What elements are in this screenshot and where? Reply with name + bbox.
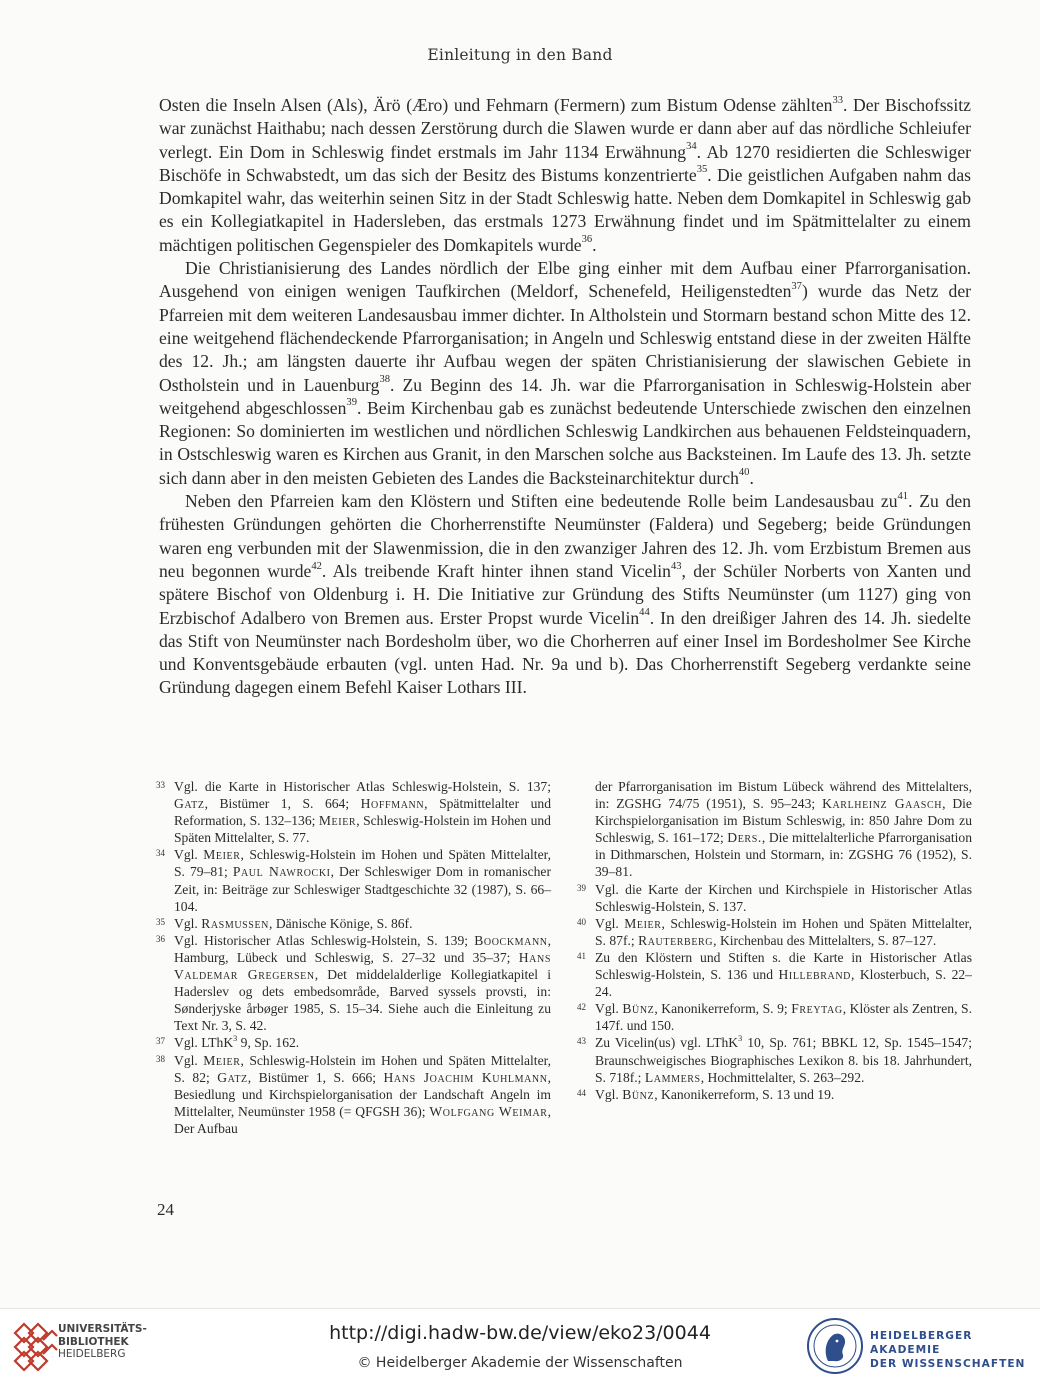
footnote-ref[interactable]: 33 — [832, 94, 843, 106]
footnote-34: 34 Vgl. Meier, Schleswig-Holstein im Hohen und Späten Mittelalter, S. 79–81; Paul Nawrocki, Der Schleswiger Dom in romanischer Zeit, in: Beiträge zur Schleswiger Stadtgeschichte 32 (1987), S. 66–104. — [156, 847, 552, 914]
footnote-ref[interactable]: 38 — [379, 374, 391, 386]
footnote-ref[interactable]: 44 — [639, 607, 650, 619]
footnote-42: 42 Vgl. Bünz, Kanonikerreform, S. 9; Freytag, Klöster als Zentren, S. 147f. und 150. — [577, 1001, 972, 1034]
footnote-ref[interactable]: 35 — [696, 164, 708, 176]
footnote-38-continued: der Pfarrorganisation im Bistum Lübeck während des Mittelalters, in: ZGSHG 74/75 (1951), S. 95–243; Karlheinz Gaasch, Die Kirchspielorganisation im Bistum Schleswig, in: 850 Jahre Dom zu Schleswig, S. 161–172; Ders., Die mittelalterliche Pfarrorganisation in Dithmarschen, Holstein und Stormarn, in: ZGSHG 76 (1952), S. 39–81. — [595, 779, 972, 880]
footnote-ref[interactable]: 39 — [346, 397, 357, 409]
footnote-ref[interactable]: 36 — [581, 234, 593, 246]
document-url-link[interactable]: http://digi.hadw-bw.de/view/eko23/0044 — [329, 1322, 711, 1344]
paragraph-2: Die Christianisierung des Landes nördlich der Elbe ging einher mit dem Aufbau einer Pfarrorganisation. Ausgehend von einigen wenigen Taufkirchen (Meldorf, Schenefeld, Heiligenstedten$^{37}$) wurde das Netz der Pfarreien mit dem weiteren Landesausbau immer dichter. In Altholstein und Stormarn bestand schon Mitte des 12. eine weitgehend flächendeckende Pfarrorganisation; in Angeln und Schleswig entstand diese in der zweiten Hälfte des 12. Jh.; am längsten dauerte ihr Aufbau wegen der späten Christianisierung der slawischen Gebiete in Ostholstein und in Lauenburg$^{38}$. Zu Beginn des 14. Jh. war die Pfarrorganisation in Schleswig-Holstein aber weitgehend abgeschlossen$^{39}$. Beim Kirchenbau gab es zunächst bedeutende Unterschiede zwischen den einzelnen Regionen: So dominierten im westlichen und nördlichen Schleswig Landkirchen aus behauenen Feldsteinquadern, in Ostschleswig waren es Kirchen aus Granit, in den Marschen solche aus Backsteinen. Im Laufe des 13. Jh. setzte sich dann aber in den meisten Gebieten des Landes die Backsteinarchitektur durch$^{40}$. — [159, 258, 971, 488]
footnotes-left-column — [156, 778, 551, 1137]
paragraph-3: Neben den Pfarreien kam den Klöstern und Stiften eine bedeutende Rolle beim Landesausbau $zu^{41}$. Zu den frühesten Gründungen gehörten die Chorherrenstifte Neumünster (Faldera) und Segeberg; beide Gründungen waren eng verbunden mit der Slawenmission, die in den zwanziger Jahren des 12. Jh. vom Erzbistum Bremen aus neu begonnen wurde$^{42}$. Als treibende Kraft hinter ihnen stand Vicelin$^{43}$, der Schüler Norberts von Xanten und spätere Bischof von Oldenburg i. H. Die Initiative zur Gründung des Stifts Neumünster (um 1127) ging von Erzbischof Adalbero von Bremen aus. Erster Propst wurde Vicelin$^{44}$. In den dreißiger Jahren des 14. Jh. siedelte das Stift von Neumünster nach Bordesholm über, wo die Chorherren auf einer Insel im Bordesholmer See Kirche und Konventsgebäude erbauten (vgl. unten Had. Nr. 9a und b). Das Chorherrenstift Segeberg verdankte seine Gründung dagegen einem Befehl Kaiser Lothars III. — [159, 490, 971, 698]
footnote-ref[interactable]: 41 — [897, 490, 909, 502]
footnote-ref[interactable]: 37 — [791, 280, 802, 292]
footnote-39: 39 Vgl. die Karte der Kirchen und Kirchspiele in Historischer Atlas Schleswig-Holstein, S. 137. — [577, 881, 972, 914]
footnotes-right-column — [577, 778, 972, 1137]
footnote-40: 40 Vgl. Meier, Schleswig-Holstein im Hohen und Späten Mittelalter, S. 87f.; Rauterberg, Kirchenbau des Mittelalters, S. 87–127. — [577, 915, 973, 948]
body-text — [159, 94, 971, 700]
footnote-44: 44 Vgl. Bünz, Kanonikerreform, S. 13 und 19. — [577, 1086, 835, 1102]
footnote-38: 38 Vgl. Meier, Schleswig-Holstein im Hohen und Späten Mittelalter, S. 82; Gatz, Bistümer 1, S. 666; Hans Joachim Kuhlmann, Besiedlung und Kirchspielorganisation der Landschaft Angeln im Mittelalter, Neumünster 1958 (= QFGSH 36); Wolfgang Weimar, Der Aufbau — [156, 1052, 552, 1136]
footnote-43: 43 Zu Vicelin(us) vgl. LThK$^3$ 10, Sp. 761; BBKL 12, Sp. 1545–1547; Braunschweigisches Biographisches Lexikon 8. bis 18. Jahrhundert, S. 718f.; Lammers, Hochmittelalter, S. 263–292. — [577, 1033, 972, 1085]
footnote-ref[interactable]: 34 — [686, 141, 697, 153]
footnote-ref[interactable]: 40 — [738, 467, 750, 479]
footnote-35: 35 Vgl. Rasmussen, Dänische Könige, S. 86f. — [156, 915, 413, 931]
academy-name: HEIDELBERGER AKADEMIE DER WISSENSCHAFTEN — [870, 1330, 1026, 1370]
running-head: Einleitung in den Band — [427, 46, 613, 64]
footnote-36: 36 Vgl. Historischer Atlas Schleswig-Holstein, S. 139; Boockmann, Hamburg, Lübeck und Schleswig, S. 27–32 und 35–37; Hans Valdemar Gregersen, Det middelalderlige Kollegiatkapitel i Haderslev og dets embedsområde, Barved syssels provsti, in: Sønderjyske årbøger 1985, S. 15–34. Siehe auch die Einleitung zu Text Nr. 3, S. 42. — [156, 932, 551, 1034]
footnote-ref[interactable]: 43 — [670, 560, 682, 572]
viewer-footer — [0, 1308, 1040, 1385]
academy-seal-icon[interactable] — [806, 1317, 864, 1375]
footnote-ref[interactable]: 42 — [311, 560, 322, 572]
footnotes — [156, 778, 972, 1137]
university-library-name: UNIVERSITÄTS- BIBLIOTHEK HEIDELBERG — [58, 1323, 147, 1360]
footnote-33: 33 Vgl. die Karte in Historischer Atlas Schleswig-Holstein, S. 137; Gatz, Bistümer 1, S. 664; Hoffmann, Spätmittelalter und Reformation, S. 132–136; Meier, Schleswig-Holstein im Hohen und Späten Mittelalter, S. 77. — [156, 779, 551, 846]
footnote-37: 37 Vgl. LThK$^3$ 9, Sp. 162. — [156, 1033, 300, 1051]
paragraph-1: Osten die Inseln Alsen (Als), Ärö (Æro) und Fehmarn (Fermern) zum Bistum Odense zählten$^{33}$. Der Bischofssitz war zunächst Haithabu; nach dessen Zerstörung durch die Slawen wurde er dann aber auf das nördliche Schleiufer verlegt. Ein Dom in Schleswig findet erstmals im Jahr 1134 Erwähnung$^{34}$. Ab 1270 residierten die Schleswiger Bischöfe in Schwabstedt, um das sich der Besitz des Bistums konzentrierte$^{35}$. Die geistlichen Aufgaben nahm das Domkapitel wahr, das weiterhin seinen Sitz in der Stadt Schleswig hatte. Neben dem Domkapitel in Schleswig gab es ein Kollegiatkapitel in Hadersleben, das erstmals 1273 Erwähnung findet und im Spätmittelalter zu einem mächtigen politischen Gegenspieler des Domkapitels wurde$^{36}$. — [159, 94, 971, 255]
copyright-notice: © Heidelberger Akademie der Wissenschaften — [357, 1355, 683, 1371]
footnote-41: 41 Zu den Klöstern und Stiften s. die Karte in Historischer Atlas Schleswig-Holstein, S. 136 und Hillebrand, Klosterbuch, S. 22–24. — [577, 949, 972, 1000]
page-number: 24 — [157, 1200, 174, 1219]
